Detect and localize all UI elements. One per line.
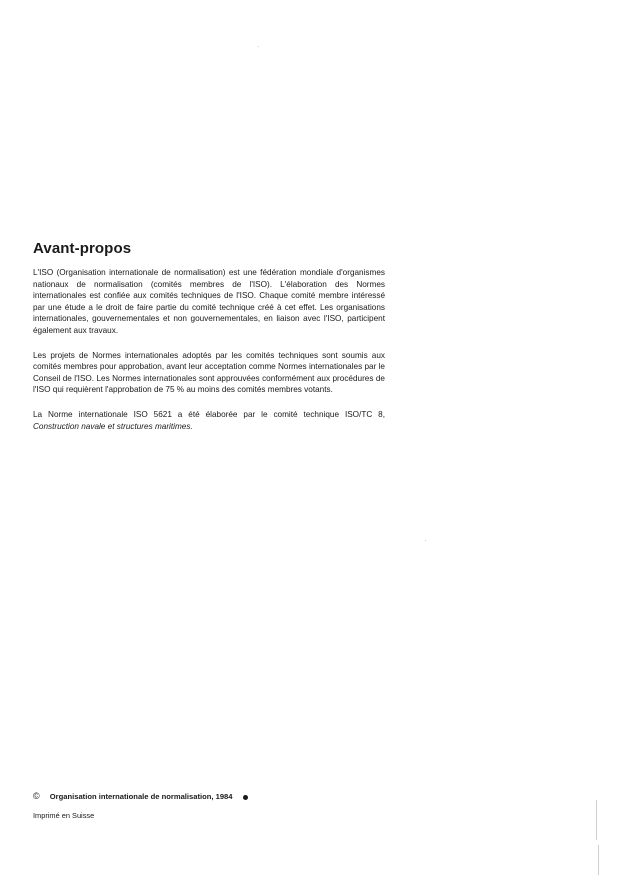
paragraph-standard-reference	[33, 409, 385, 432]
scan-artifact-dot	[258, 46, 259, 47]
copyright-line	[33, 791, 248, 801]
foreword-heading: Avant-propos	[33, 240, 132, 257]
standard-reference-text: La Norme internationale ISO 5621 a été élaborée par le comité technique ISO/TC 8,	[33, 409, 385, 419]
paragraph-draft-standards: Les projets de Normes internationales adoptés par les comités techniques sont soumis aux comités membres pour approbation, avant leur acceptation comme Normes internationales par le Conseil de l'ISO. Les Normes internationales sont approuvées conformément aux procédures de l'ISO qui requièrent l'approbation de 75 % au moins des comités membres votants.	[33, 350, 385, 395]
printed-in: Imprimé en Suisse	[33, 811, 95, 820]
paragraph-iso-organisation: L'ISO (Organisation internationale de normalisation) est une fédération mondiale d'organismes nationaux de normalisation (comités membres de l'ISO). L'élaboration des Normes internationales est confiée aux comités techniques de l'ISO. Chaque comité membre intéressé par une étude a le droit de faire partie du comité technique créé à cet effet. Les organisations internationales, gouvernementales et non gouvernementales, en liaison avec l'ISO, participent également aux travaux.	[33, 268, 385, 335]
scan-artifact-edge	[596, 800, 597, 840]
copyright-symbol: ©	[33, 791, 40, 801]
scan-artifact-dot	[425, 540, 426, 541]
foreword-section	[33, 240, 385, 445]
bullet-dot-icon	[243, 795, 248, 800]
committee-title: Construction navale et structures maritimes.	[33, 421, 193, 431]
copyright-text: Organisation internationale de normalisation, 1984	[49, 792, 233, 801]
scan-artifact-edge	[598, 845, 599, 875]
